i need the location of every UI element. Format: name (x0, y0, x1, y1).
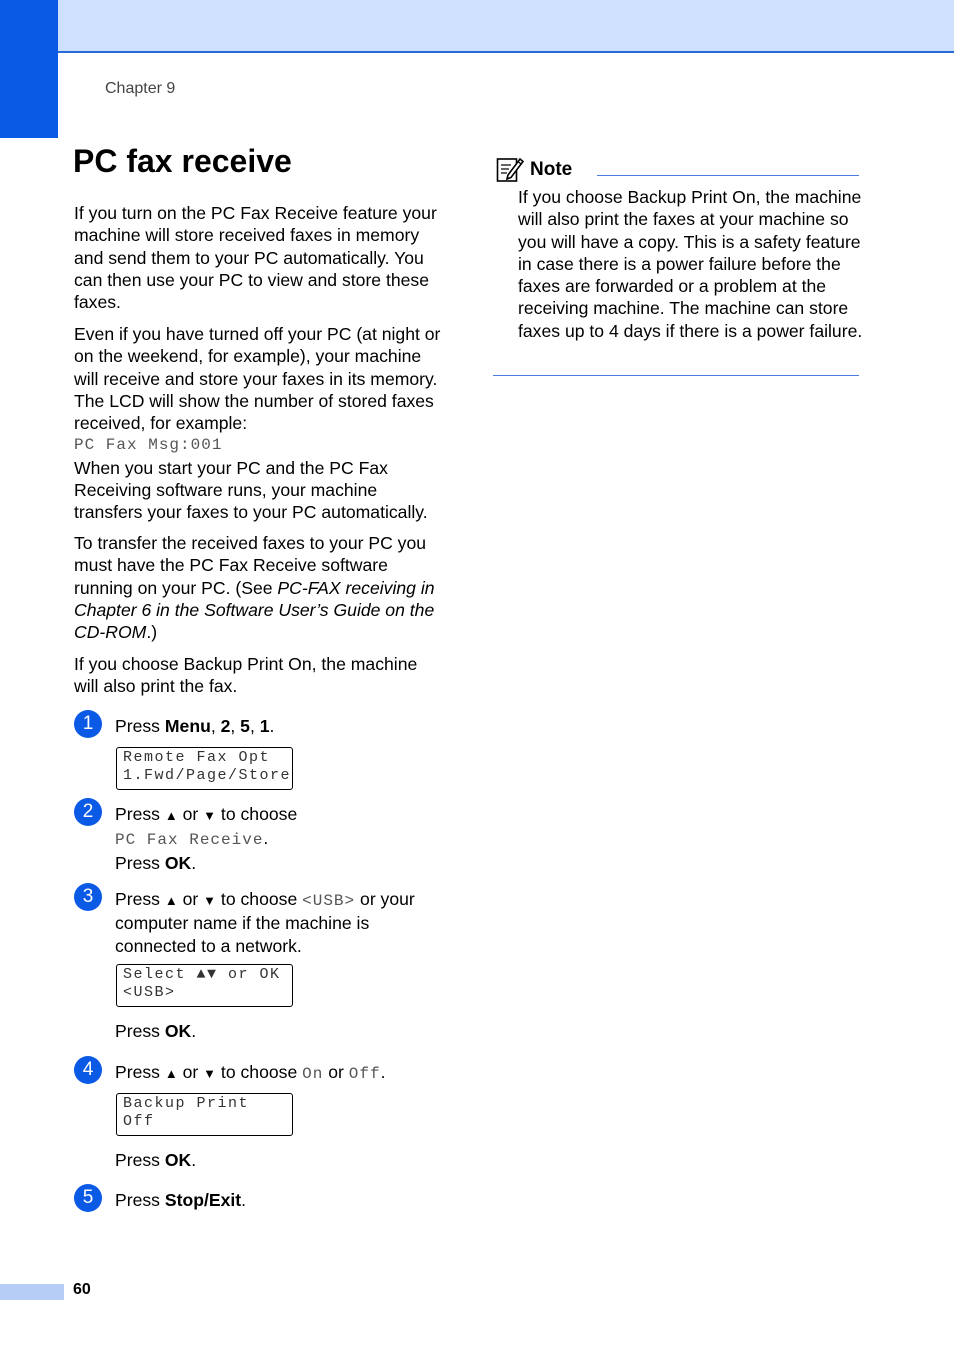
step-4-press-ok: Press OK. (115, 1150, 197, 1170)
stop-exit-key: Stop/Exit (164, 1190, 242, 1210)
step-4-badge: 4 (74, 1056, 102, 1084)
lcd-display-1 (116, 747, 293, 790)
ok-key: OK (164, 852, 192, 873)
step-2-text: Press ▲ or ▼ to choose PC Fax Receive. Press OK. (115, 804, 298, 873)
step-3-text: Press ▲ or ▼ to choose <USB> or your computer name if the machine is connected to a network. (115, 889, 415, 956)
step-3-badge: 3 (74, 883, 102, 911)
step-4-text: Press ▲ or ▼ to choose On or Off. (115, 1062, 386, 1083)
ok-key: OK (164, 1021, 192, 1041)
paragraph-software (74, 532, 444, 643)
usb-code: <USB> (302, 892, 356, 910)
page-number: 60 (73, 1281, 91, 1298)
footer-bar (0, 1284, 64, 1300)
page-title: PC fax receive (73, 143, 292, 179)
software-guide-reference: PC-FAX receiving in Chapter 6 in the Software User’s Guide on the CD-ROM (74, 577, 435, 643)
paragraph-backup (74, 653, 444, 698)
note-pencil-icon (496, 155, 524, 183)
lcd-line-1: Remote Fax Opt (123, 749, 271, 766)
step-5-badge: 5 (74, 1184, 102, 1212)
lcd-line-1: Select ▲▼ or OK (123, 966, 281, 983)
note-body: If you choose Backup Print On, the machine will also print the faxes at your machine so you will have a copy. This is a safety feature in case there is a power failure before the faxes are forwarded or a problem at the receiving machine. The machine can store faxes up to 4 days if there is a power failure. (518, 187, 863, 341)
step-3-press-ok: Press OK. (115, 1021, 197, 1041)
step-1-text: Press Menu, 2, 5, 1. (115, 716, 275, 736)
up-arrow-icon: ▲ (164, 893, 178, 908)
software-text: To transfer the received faxes to your PC you must have the PC Fax Receive software running on your PC. (See PC-FAX receiving in Chapter 6 in the Software User’s Guide on the CD-ROM.) (74, 533, 435, 643)
paragraph-intro (74, 202, 444, 313)
chapter-label: Chapter 9 (105, 80, 176, 97)
paragraph-lcd-count (74, 323, 444, 524)
lcd-example-code: PC Fax Msg:001 (74, 436, 223, 455)
transfer-text: When you start your PC and the PC Fax Receiving software runs, your machine transfers your faxes to your PC automatically. (74, 457, 428, 523)
header-band (0, 0, 954, 53)
up-arrow-icon: ▲ (164, 808, 178, 823)
lcd-line-2: 1.Fwd/Page/Store (123, 767, 292, 784)
step-2-badge: 2 (74, 798, 102, 826)
on-code: On (302, 1065, 324, 1083)
lcd-display-2 (116, 964, 293, 1007)
down-arrow-icon: ▼ (203, 893, 217, 908)
backup-text: If you choose Backup Print On, the machine will also print the fax. (74, 654, 418, 697)
off-code: Off (348, 1065, 381, 1083)
note-top-rule (597, 175, 859, 176)
chapter-tab (0, 0, 58, 138)
down-arrow-icon: ▼ (203, 1066, 217, 1081)
menu-key: Menu (164, 716, 211, 736)
pc-fax-receive-code: PC Fax Receive (115, 831, 264, 850)
ok-key: OK (164, 1150, 192, 1170)
intro-text: If you turn on the PC Fax Receive feature your machine will store received faxes in memory and send them to your PC automatically. You can then use your PC to view and store these faxes. (74, 203, 437, 313)
down-arrow-icon: ▼ (203, 808, 217, 823)
lcd-count-text: Even if you have turned off your PC (at night or on the weekend, for example), your machine will receive and store your faxes in its memory. The LCD will show the number of stored faxes received, for example: (74, 324, 441, 434)
lcd-display-3 (116, 1093, 293, 1136)
step-5-text: Press Stop/Exit. (115, 1190, 247, 1210)
note-bottom-rule (493, 375, 859, 376)
up-arrow-icon: ▲ (164, 1066, 178, 1081)
lcd-line-2: Off (123, 1113, 155, 1130)
lcd-line-1: Backup Print (123, 1095, 250, 1112)
note-label: Note (530, 159, 573, 180)
step-1-badge: 1 (74, 710, 102, 738)
lcd-line-2: <USB> (123, 984, 176, 1001)
